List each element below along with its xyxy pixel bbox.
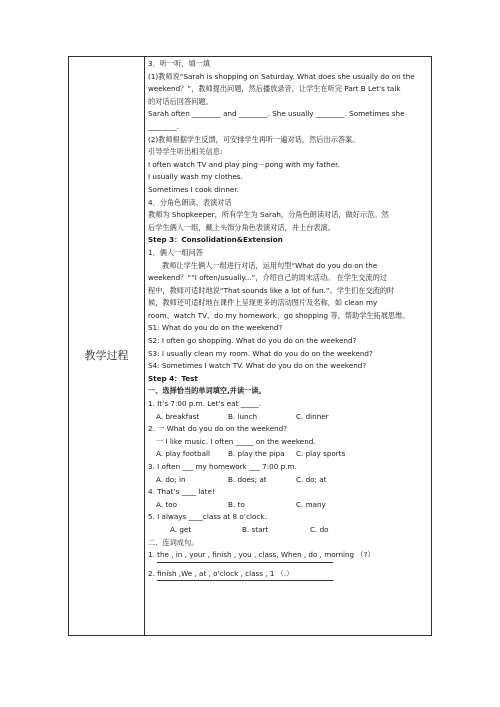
text-line: ________. bbox=[148, 121, 180, 131]
option: C. do; at bbox=[296, 474, 327, 484]
option: C. many bbox=[296, 499, 326, 509]
text-line: 候，教师还可适时地在课件上呈现更多的活动图片及名称，如 clean my bbox=[148, 298, 378, 308]
sentence-question-2: 2. finish ,We , at , o’clock , class , 1 （.） bbox=[148, 568, 294, 578]
text-line: weekend？”“I often/usually...”，介绍自己的周末活动。 在学生交流的过 bbox=[148, 273, 387, 283]
option: A. too bbox=[156, 499, 177, 509]
question-3: 3. I often ___ my homework ___ 7:00 p.m. bbox=[148, 462, 297, 471]
text-line: 引导学生听出相关信息： bbox=[148, 147, 228, 157]
dialogue-line: S3: I usually clean my room. What do you do on the weekend? bbox=[148, 348, 373, 358]
answer-line bbox=[157, 562, 333, 563]
dialogue-line: S2: I often go shopping. What do you do on the weekend? bbox=[148, 336, 357, 346]
option: B. start bbox=[242, 524, 269, 534]
text-line: room、watch TV、do my homework、go shopping 等，帮助学生拓展思维。 bbox=[148, 310, 410, 320]
dialogue-line: S1: What do you do on the weekend? bbox=[148, 323, 283, 333]
text-line: Sarah often ________ and ________. She usually ________. Sometimes she bbox=[148, 109, 405, 119]
dialogue-line: S4: Sometimes I watch TV. What do you do on the weekend? bbox=[148, 361, 367, 371]
answer-line bbox=[157, 580, 333, 581]
question-3-options bbox=[148, 474, 430, 487]
question-4: 4. That’s ____ late! bbox=[148, 487, 215, 497]
procedure-content bbox=[148, 58, 430, 586]
option: B. lunch bbox=[228, 411, 258, 421]
option: C. dinner bbox=[296, 411, 329, 421]
question-4-options bbox=[148, 499, 430, 512]
section-heading: 二、连词成句。 bbox=[148, 537, 199, 547]
text-line: (2)教师根据学生反馈，可安排学生再听一遍对话，然后出示答案。 bbox=[148, 134, 360, 144]
text-line: 程中，教师可适时地说“That sounds like a lot of fun.”。学生们在交流的时 bbox=[148, 285, 395, 295]
question-5: 5. I always ____class at 8 o’clock. bbox=[148, 512, 267, 522]
column-divider bbox=[144, 57, 145, 635]
text-line: weekend？”，教师提出问题，然后播放录音，让学生在听完 Part B Let's talk bbox=[148, 84, 401, 94]
text-line: (1)教师说“Sarah is shopping on Saturday. What does she usually do on the bbox=[148, 71, 415, 81]
question-2-options bbox=[148, 448, 430, 461]
option: C. do bbox=[310, 524, 329, 534]
text-line: 3．听一听，填一填 bbox=[148, 59, 211, 68]
text-line: 4．分角色朗读、表演对话 bbox=[148, 197, 232, 207]
question-1-options bbox=[148, 411, 430, 424]
text-line: I often watch TV and play ping－pong with my father. bbox=[148, 159, 340, 169]
option: B. does; at bbox=[228, 474, 267, 484]
text-line: 教师让学生俩人一组进行对话，运用句型“What do you do on the bbox=[162, 260, 378, 270]
row-label: 教学过程 bbox=[84, 349, 129, 362]
step-heading: Step 3：Consolidation&Extension bbox=[148, 235, 283, 245]
question-5-options bbox=[148, 524, 430, 537]
question-1: 1. It’s 7:00 p.m. Let’s eat _____. bbox=[148, 399, 261, 409]
step-heading: Step 4：Test bbox=[148, 373, 198, 383]
option: A. do; in bbox=[156, 474, 186, 484]
text-line: 后学生俩人一组，戴上头饰分角色表演对话，并上台表演。 bbox=[148, 222, 335, 232]
question-2-line: 一 I like music. I often _____ on the weekend. bbox=[156, 436, 316, 446]
sentence-question-1: 1. the , in , your , finish , you , class, When , do , morning （?） bbox=[148, 550, 375, 560]
lesson-plan-table bbox=[68, 56, 432, 636]
option: B. play the pipa bbox=[228, 449, 285, 459]
question-2: 2. 一 What do you do on the weekend? bbox=[148, 424, 288, 434]
option: B. to bbox=[228, 499, 245, 509]
option: A. breakfast bbox=[156, 411, 200, 421]
option: A. play football bbox=[156, 449, 210, 459]
text-line: I usually wash my clothes. bbox=[148, 172, 243, 182]
section-heading: 一、选择恰当的单词填空,并读一读。 bbox=[148, 386, 266, 396]
text-line: Sometimes I cook dinner. bbox=[148, 184, 239, 194]
text-line: 1．俩人一组问答 bbox=[148, 247, 203, 257]
text-line: 的对话后回答问题。 bbox=[148, 96, 213, 106]
option: C. play sports bbox=[296, 449, 346, 459]
text-line: 教师为 Shopkeeper，所有学生为 Sarah，分角色朗读对话，做好示范。然 bbox=[148, 210, 389, 220]
option: A. get bbox=[170, 524, 192, 534]
